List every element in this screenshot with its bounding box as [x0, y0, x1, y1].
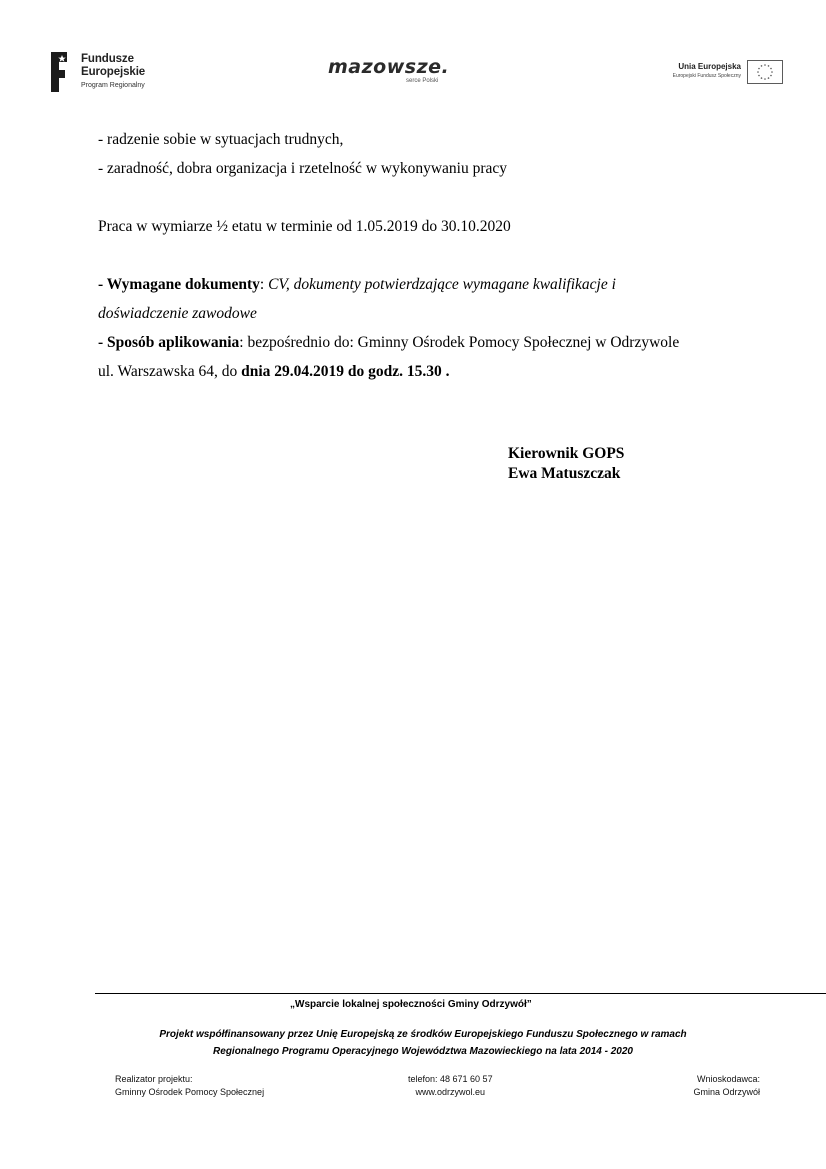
- required-documents-continued: [98, 299, 758, 328]
- mazowsze-logo: [326, 56, 456, 88]
- work-time-info: Praca w wymiarze ½ etatu w terminie od 1.05.2019 do 30.10.2020: [98, 218, 511, 235]
- spacer: [98, 183, 758, 212]
- spacer: [98, 241, 758, 270]
- eu-funds-star-icon: [48, 50, 70, 94]
- required-documents: [98, 270, 758, 299]
- applicant-value: Gmina Odrzywół: [693, 1087, 760, 1097]
- footer-realizator: [115, 1073, 264, 1099]
- contact-website: www.odrzywol.eu: [415, 1087, 486, 1097]
- fe-logo-text: [81, 54, 145, 89]
- eu-logo-line2: Europejski Fundusz Społeczny: [672, 73, 741, 79]
- requirement-item: - radzenie sobie w sytuacjach trudnych,: [98, 131, 344, 148]
- contact-phone: telefon: 48 671 60 57: [408, 1074, 493, 1084]
- application-method-label: - Sposób aplikowania: [98, 334, 240, 351]
- application-method-text: : bezpośrednio do: Gminny Ośrodek Pomocy Społecznej w Odrzywole: [239, 334, 680, 351]
- application-address-text: ul. Warszawska 64, do: [98, 363, 242, 380]
- applicant-label: Wnioskodawca:: [696, 1074, 760, 1084]
- footer-applicant: [660, 1073, 760, 1099]
- signature-name: Ewa Matuszczak: [508, 465, 621, 482]
- signature-role: Kierownik GOPS: [508, 445, 625, 462]
- application-address: [98, 357, 758, 386]
- mazowsze-logo-word: mazowsze.: [328, 56, 450, 78]
- requirement-item: - zaradność, dobra organizacja i rzetelność w wykonywaniu pracy: [98, 160, 508, 177]
- announcement-body: [98, 125, 758, 386]
- required-documents-value: CV, dokumenty potwierdzające wymagane kwalifikacje i: [268, 276, 616, 293]
- application-deadline: dnia 29.04.2019 do godz. 15.30 .: [241, 363, 450, 380]
- fundusze-europejskie-logo: [48, 50, 168, 94]
- unia-europejska-logo: [655, 60, 785, 86]
- cofinancing-note: [100, 1026, 746, 1060]
- eu-logo-text: [673, 63, 741, 79]
- cofinancing-line-1: Projekt współfinansowany przez Unię Europejską ze środków Europejskiego Funduszu Społecznego w ramach: [159, 1029, 687, 1040]
- eu-flag-icon: [747, 60, 783, 84]
- required-documents-colon: :: [259, 276, 269, 293]
- cofinancing-line-2: Regionalnego Programu Operacyjnego Województwa Mazowieckiego na lata 2014 - 2020: [213, 1046, 633, 1057]
- realizator-value: Gminny Ośrodek Pomocy Społecznej: [115, 1087, 265, 1097]
- required-documents-value-2: doświadczenie zawodowe: [98, 305, 257, 322]
- eu-logo-line1: Unia Europejska: [678, 62, 741, 71]
- signature-block: [508, 444, 624, 484]
- fe-logo-line2: Europejskie: [81, 65, 146, 78]
- mazowsze-logo-sub: serce Polski: [406, 78, 439, 84]
- realizator-label: Realizator projektu:: [115, 1074, 193, 1084]
- footer-divider: [95, 993, 826, 994]
- fe-logo-line1: Fundusze: [81, 53, 134, 65]
- footer-contact: [408, 1073, 493, 1099]
- required-documents-label: - Wymagane dokumenty: [98, 276, 260, 293]
- project-title: „Wsparcie lokalnej społeczności Gminy Odrzywół”: [290, 999, 532, 1010]
- fe-logo-line3: Program Regionalny: [81, 82, 145, 89]
- application-method: [98, 328, 758, 357]
